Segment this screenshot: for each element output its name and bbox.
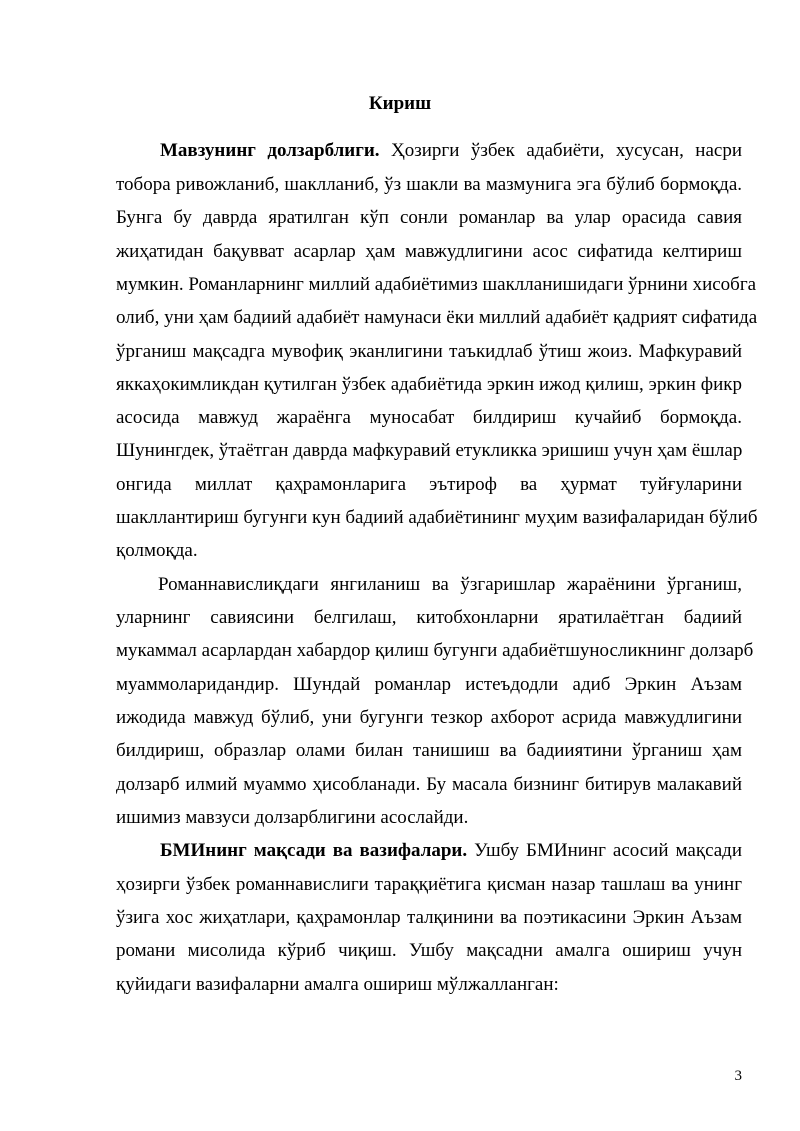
paragraph-text: Ҳозирги ўзбек адабиёти, хусусан, насри bbox=[391, 140, 742, 161]
page-number: 3 bbox=[734, 1068, 742, 1084]
paragraph-line: ҳозирги ўзбек романнавислиги тараққиётига қисман назар ташлаш ва унинг bbox=[116, 874, 742, 895]
paragraph-line: асосида мавжуд жараёнга муносабат билдириш кучайиб бормоқда. bbox=[116, 407, 742, 428]
paragraph-line: мумкин. Романларнинг миллий адабиётимиз шаклланишидаги ўрнини хисобга bbox=[116, 274, 757, 295]
paragraph-line: ишимиз мавзуси долзарблигини асослайди. bbox=[116, 807, 469, 828]
paragraph-line: қолмоқда. bbox=[116, 540, 198, 561]
paragraph-line: ўзига хос жиҳатлари, қаҳрамонлар талқинини ва поэтикасини Эркин Аъзам bbox=[116, 907, 742, 928]
paragraph-line bbox=[160, 839, 742, 863]
paragraph-line: олиб, уни ҳам бадиий адабиёт намунаси ёки миллий адабиёт қадрият сифатида bbox=[116, 307, 758, 328]
paragraph-line: Романнавислиқдаги янгиланиш ва ўзгаришлар жараёнини ўрганиш, bbox=[158, 574, 742, 595]
paragraph-line: яккаҳокимликдан қутилган ўзбек адабиётида эркин ижод қилиш, эркин фикр bbox=[116, 374, 742, 395]
paragraph-line: тобора ривожланиб, шаклланиб, ўз шакли ва мазмунига эга бўлиб бормоқда. bbox=[116, 174, 742, 195]
paragraph-line bbox=[160, 139, 742, 163]
paragraph-line: долзарб илмий муаммо ҳисобланади. Бу масала бизнинг битирув малакавий bbox=[116, 774, 742, 795]
paragraph-line: қуйидаги вазифаларни амалга ошириш мўлжалланган: bbox=[116, 974, 559, 995]
paragraph-line: романи мисолида кўриб чиқиш. Ушбу мақсадни амалга ошириш учун bbox=[116, 940, 742, 961]
paragraph-line: Шунингдек, ўтаётган даврда мафкуравий етукликка эришиш учун ҳам ёшлар bbox=[116, 440, 743, 461]
paragraph-line: жиҳатидан бақувват асарлар ҳам мавжудлигини асос сифатида келтириш bbox=[116, 241, 742, 262]
paragraph-line: онгида миллат қаҳрамонларига эътироф ва ҳурмат туйғуларини bbox=[116, 474, 742, 495]
paragraph-line: Бунга бу даврда яратилган кўп сонли романлар ва улар орасида савия bbox=[116, 207, 742, 228]
section-heading: БМИнинг мақсади ва вазифалари. bbox=[160, 840, 468, 861]
paragraph-line: шакллантириш бугунги кун бадиий адабиётининг муҳим вазифаларидан бўлиб bbox=[116, 507, 758, 528]
paragraph-line: ижодида мавжуд бўлиб, уни бугунги тезкор ахборот асрида мавжудлигини bbox=[116, 707, 742, 728]
section-heading: Мавзунинг долзарблиги. bbox=[160, 140, 380, 161]
paragraph-line: уларнинг савиясини белгилаш, китобхонларни яратилаётган бадиий bbox=[116, 607, 742, 628]
paragraph-line: муаммоларидандир. Шундай романлар истеъдодли адиб Эркин Аъзам bbox=[116, 674, 742, 695]
section-title: Кириш bbox=[368, 93, 432, 114]
paragraph-line: билдириш, образлар олами билан танишиш ва бадииятини ўрганиш ҳам bbox=[116, 740, 742, 761]
paragraph-line: мукаммал асарлардан хабардор қилиш бугунги адабиётшуносликнинг долзарб bbox=[116, 640, 754, 661]
paragraph-text: Ушбу БМИнинг асосий мақсади bbox=[474, 840, 743, 861]
paragraph-line: ўрганиш мақсадга мувофиқ эканлигини таъкидлаб ўтиш жоиз. Мафкуравий bbox=[116, 341, 742, 362]
